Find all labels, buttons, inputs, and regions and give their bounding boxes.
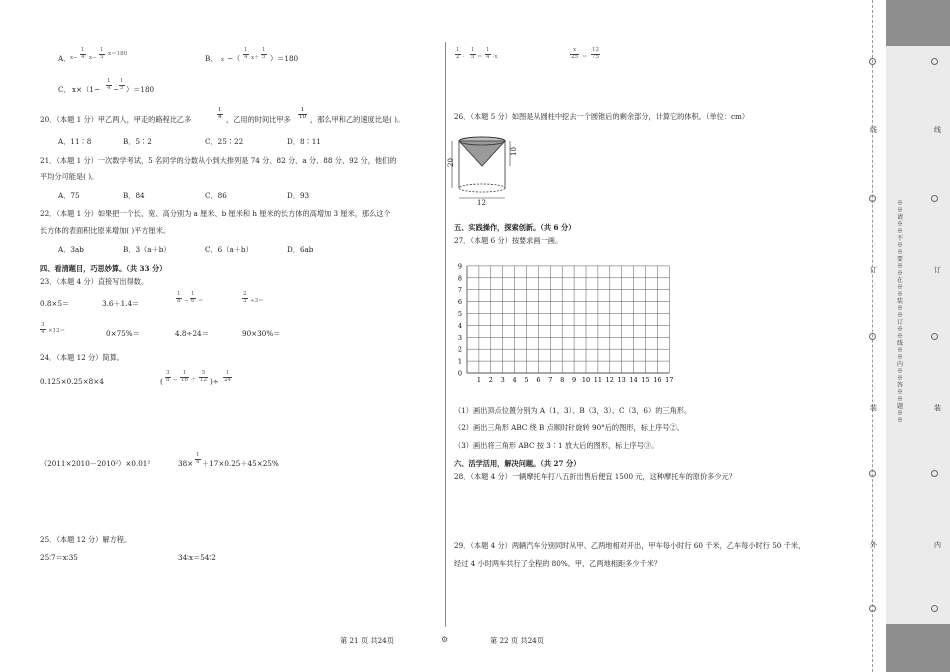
q21-option: A．75 [58,191,80,200]
q19-option-a: A． [58,54,71,63]
y-tick-label: 7 [457,286,462,295]
q19-option-a-expr: x− [70,55,78,61]
section-5-heading: 五、实践操作，探索创新。（共 6 分） [454,223,576,232]
binding-hole-icon [869,333,876,340]
q21-option: B．84 [123,191,145,200]
q19-option-b-expr: x [221,57,225,63]
q22-stem-line1: 22．（本题 1 分）如果把一个长、宽、高分别为 a 厘米、b 厘米和 h 厘米的长方体的高增加 3 厘米，那么这个 [40,209,391,218]
q23-div: ÷3＝ [250,298,264,304]
q20-option: A．11∶8 [58,137,92,146]
y-tick-label: 2 [457,345,462,354]
y-tick-label: 0 [457,369,462,378]
q19-option-b: B． [205,54,218,63]
q23-item: 0.8×5＝ [40,299,70,308]
x-tick-label: 14 [629,376,638,384]
q20-option: B．5∶2 [123,137,152,146]
q27-stem: 27．（本题 6 分）按要求画一画。 [454,236,563,245]
q19-option-c: C． [58,85,71,94]
q19-c-frac1: $\frac{1}{4}$ [107,78,111,91]
binding-hole-icon [931,58,938,65]
binding-hole-icon [931,605,938,612]
q25-eq-1: 25∶7＝x∶35 [40,553,78,562]
binding-char: 订 [934,266,941,274]
x-tick-label: 17 [665,376,674,384]
q25-eq-2: 34∶x＝54∶2 [178,553,216,562]
dim-height-label: 20 [446,158,455,167]
q25-colon: ∶ [463,54,465,60]
q24-frac: $\frac{1}{4}$ [196,452,200,465]
q23-frac: $\frac{3}{4}$ [41,322,45,335]
q20-stem-3: ，那么甲和乙的速度比是( )。 [310,115,405,124]
q24-frac: $\frac{3}{8}$ [166,370,170,383]
q23-item: 4.8÷24＝ [175,329,209,338]
x-tick-label: 9 [572,376,577,384]
q25-eq: ＝ [477,54,483,60]
q21-stem-line1: 21．（本题 1 分）一次数学考试，5 名同学的分数从小到大排列是 74 分、82 分、a 分、88 分、92 分，他们的 [40,156,397,165]
q24-expr-3: （2011×2010－2010²）×0.01² [40,459,151,468]
q20-option: C．25∶22 [205,137,244,146]
q23-after: ×12＝ [48,328,66,334]
binding-shade-bottom [886,624,950,672]
q24-frac: $\frac{1}{24}$ [224,370,231,383]
q19-option-b-mid: −（ [227,54,241,63]
binding-char: 内 [934,541,941,549]
q29-stem-line1: 29．（本题 4 分）两辆汽车分别同时从甲、乙两地相对开出，甲车每小时行 60 千米，乙车每小时行 50 千米， [454,541,806,550]
q24-expr-1: 0.125×0.25×8×4 [40,377,104,386]
binding-hole-icon [931,333,938,340]
q28-stem: 28．（本题 4 分）一辆摩托车打八五折出售后便宜 1500 元，这种摩托车的原价多少元？ [454,472,736,481]
q20-frac1: $\frac{1}{4}$ [218,107,222,120]
dim-diameter-label: 12 [477,199,486,207]
q20-stem-2: ，乙用的时间比甲多 [226,115,291,124]
page-divider [445,42,446,627]
q25-stem: 25．（本题 12 分）解方程。 [40,535,132,544]
x-tick-label: 8 [560,376,565,384]
binding-hole-icon [869,605,876,612]
q19-option-b-plus: x＋ [251,55,260,61]
binding-hole-icon [931,195,938,202]
q25-frac: $\frac{1}{2}$ [456,47,460,60]
center-gear-icon: ⚙ [441,635,449,644]
binding-char: 外 [870,541,877,549]
binding-char: 线 [934,126,941,134]
q27-task-1: （1）画出顶点位置分别为 A（1，3）、B（3，3）、C（3，6）的三角形。 [454,406,692,415]
q21-option: D．93 [287,191,310,200]
q24-expr-2-open: ( [160,377,163,386]
x-tick-label: 13 [617,376,626,384]
q20-stem-1: 20．（本题 1 分）甲乙两人，甲走的路程比乙多 [40,115,192,124]
q24-expr-4-a: 38× [178,459,194,468]
q22-stem-line2: 长方体的表面积比原来增加( )平方厘米。 [40,226,171,235]
q24-frac: $\frac{5}{12}$ [200,370,207,383]
y-tick-label: 3 [457,333,462,342]
q19-c-frac2: $\frac{1}{5}$ [120,78,124,91]
q19-option-c-end: ）＝180 [126,85,155,94]
y-tick-label: 9 [457,262,462,271]
x-tick-label: 1 [476,376,481,384]
q24-minus: − [173,377,178,383]
q25-frac: $\frac{1}{5}$ [471,47,475,60]
q22-option: A．3ab [58,245,84,254]
q25-frac: $\frac{x}{25}$ [571,47,578,60]
q23-item: 0×75%＝ [106,329,140,338]
q19-option-a-mid: x− [89,55,97,61]
q19-option-b-end: ）＝180 [270,54,299,63]
q19-option-c-minus: − [113,85,120,94]
q19-b-frac2: $\frac{1}{5}$ [262,47,266,60]
q19-a-frac2: $\frac{1}{5}$ [100,47,104,60]
x-tick-label: 5 [524,376,529,384]
y-tick-label: 5 [457,310,462,318]
q23-frac: $\frac{1}{6}$ [191,291,195,304]
q19-option-a-end: x＝180 [108,51,128,57]
binding-strip [862,0,950,672]
binding-hole-icon [869,58,876,65]
q25-eq2: ＝ [582,54,588,60]
q20-frac2: $\frac{1}{10}$ [299,107,306,120]
q23-item: 3.6＋1.4＝ [102,299,140,308]
q19-a-frac1: $\frac{1}{4}$ [81,47,85,60]
q25-frac: $\frac{1}{4}$ [486,47,490,60]
binding-char: 装 [870,404,877,412]
x-tick-label: 16 [653,376,662,384]
binding-hole-icon [931,470,938,477]
binding-warning-text: ※※请※※不※※要※※在※※装※※订※※线※※内※※答※※题※※ [897,200,904,424]
y-tick-label: 1 [457,357,462,366]
x-tick-label: 12 [605,376,614,384]
dim-cone-label: 10 [509,147,518,156]
q19-b-frac1: $\frac{1}{4}$ [244,47,248,60]
x-tick-label: 11 [593,376,603,384]
x-tick-label: 7 [548,376,553,384]
x-tick-label: 4 [512,376,517,384]
q25-frac: $\frac{12}{75}$ [592,47,599,60]
q27-task-2: （2）画出三角形 ABC 绕 B 点顺时针旋转 90°后的图形，标上序号②。 [454,423,684,432]
x-tick-label: 3 [500,376,505,384]
binding-char: 线 [870,126,877,134]
cylinder-cone-figure [448,128,528,208]
binding-hole-icon [869,195,876,202]
q23-frac: $\frac{1}{8}$ [177,291,181,304]
q23-eq: ＝ [198,298,204,304]
left-page-footer: 第 21 页 共24页 [340,636,394,645]
q23-frac: $\frac{2}{3}$ [243,291,247,304]
q23-minus: − [184,298,189,304]
binding-shade-top [886,0,950,46]
x-tick-label: 15 [641,376,650,384]
q21-stem-line2: 平均分可能是( )。 [40,172,99,181]
q22-option: C．6（a＋b） [205,245,253,254]
x-tick-label: 10 [581,376,591,384]
q24-plus: ＋ [191,377,197,383]
q26-stem: 26．（本题 5 分）如图是从圆柱中挖去一个圆锥后的剩余部分，计算它的体积。（单位：cm） [454,112,750,121]
q27-task-3: （3）画出将三角形 ABC 按 3∶1 放大后的图形，标上序号③。 [454,441,659,450]
q24-expr-2-close: )÷ [210,377,219,386]
y-tick-label: 8 [457,274,462,283]
x-tick-label: 2 [488,376,493,384]
binding-char: 装 [934,404,941,412]
q20-option: D．8∶11 [287,137,321,146]
q22-option: D．6ab [287,245,314,254]
q23-item: 90×30%＝ [242,329,281,338]
q25-tail: ∶x [493,54,498,60]
section-4-heading: 四、看清题目，巧思妙算。（共 33 分） [40,264,167,273]
coordinate-grid[interactable] [450,256,690,386]
y-tick-label: 6 [457,298,462,307]
q21-option: C．86 [205,191,227,200]
q29-stem-line2: 经过 4 小时两车共行了全程的 80%。甲、乙两地相距多少千米？ [454,559,662,568]
q24-expr-4-b: ＋17×0.25＋45×25% [202,459,279,468]
q24-frac: $\frac{1}{16}$ [181,370,188,383]
section-6-heading: 六、活学活用，解决问题。（共 27 分） [454,459,581,468]
x-tick-label: 6 [536,376,541,384]
binding-char: 订 [870,266,877,274]
binding-hole-icon [869,470,876,477]
q24-stem: 24．（本题 12 分）简算。 [40,353,124,362]
right-page-footer: 第 22 页 共24页 [490,636,544,645]
q22-option: B．3（a＋b） [123,245,171,254]
q19-option-c-expr: x×（1− [72,85,100,94]
y-tick-label: 4 [457,321,462,330]
q23-stem: 23．（本题 4 分）直接写出得数。 [40,277,149,286]
